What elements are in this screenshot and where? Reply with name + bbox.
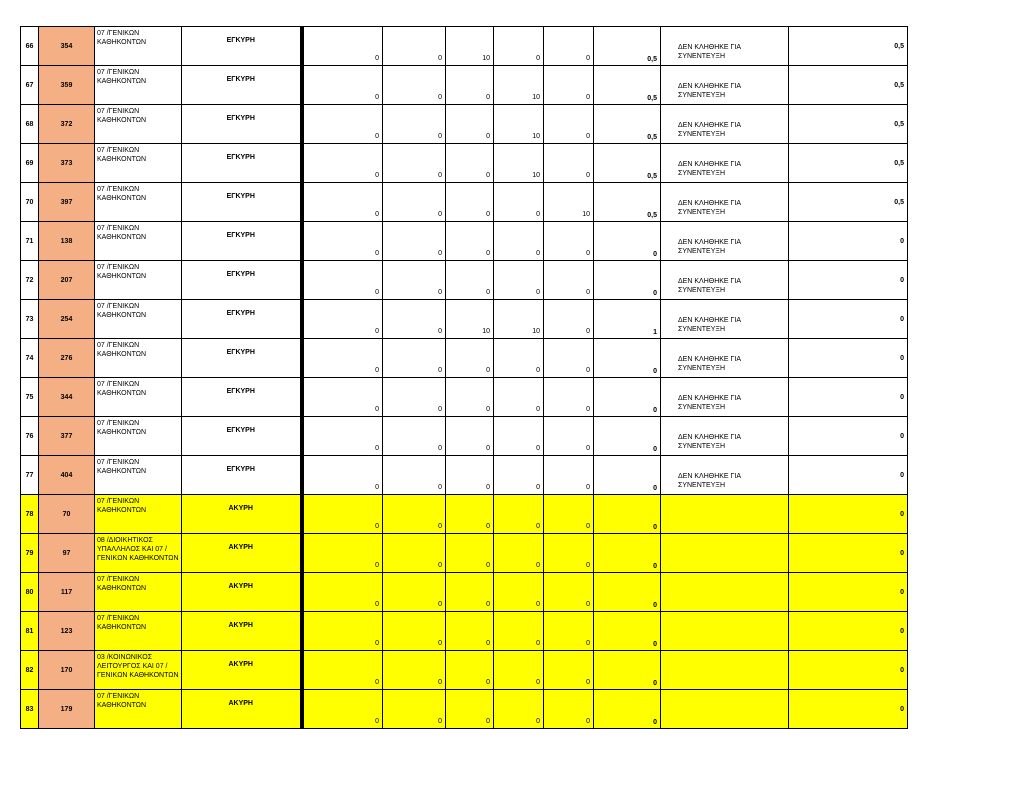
score-cell-3: 0 [446, 456, 494, 495]
status-cell: ΑΚΥΡΗ [182, 690, 302, 729]
score-cell-3: 0 [446, 534, 494, 573]
specialty-cell: 07 /ΓΕΝΙΚΩΝ ΚΑΘΗΚΟΝΤΩΝ [95, 378, 182, 417]
sum-cell: 0,5 [594, 144, 661, 183]
row-index: 66 [21, 27, 39, 66]
applicant-code: 354 [39, 27, 95, 66]
score-cell-5: 0 [544, 417, 594, 456]
score-cell-4: 0 [494, 183, 544, 222]
applicant-code: 276 [39, 339, 95, 378]
row-index: 75 [21, 378, 39, 417]
final-score-cell: 0,5 [789, 66, 908, 105]
specialty-cell: 07 /ΓΕΝΙΚΩΝ ΚΑΘΗΚΟΝΤΩΝ [95, 612, 182, 651]
score-cell-4: 0 [494, 690, 544, 729]
specialty-cell: 07 /ΓΕΝΙΚΩΝ ΚΑΘΗΚΟΝΤΩΝ [95, 66, 182, 105]
sum-cell: 0 [594, 495, 661, 534]
score-cell-1: 0 [302, 456, 383, 495]
table-row [21, 690, 908, 729]
row-index: 74 [21, 339, 39, 378]
row-index: 70 [21, 183, 39, 222]
score-cell-1: 0 [302, 144, 383, 183]
remark-cell: ΔΕΝ ΚΛΗΘΗΚΕ ΓΙΑ ΣΥΝΕΝΤΕΥΞΗ [661, 66, 789, 105]
score-cell-5: 0 [544, 339, 594, 378]
applicant-code: 207 [39, 261, 95, 300]
score-cell-4: 10 [494, 300, 544, 339]
remark-cell: ΔΕΝ ΚΛΗΘΗΚΕ ΓΙΑ ΣΥΝΕΝΤΕΥΞΗ [661, 222, 789, 261]
status-cell: ΑΚΥΡΗ [182, 495, 302, 534]
score-cell-5: 0 [544, 300, 594, 339]
score-cell-3: 0 [446, 651, 494, 690]
final-score-cell: 0 [789, 612, 908, 651]
score-cell-1: 0 [302, 651, 383, 690]
score-cell-5: 0 [544, 27, 594, 66]
sum-cell: 0 [594, 339, 661, 378]
sum-cell: 0 [594, 222, 661, 261]
score-cell-2: 0 [383, 573, 446, 612]
final-score-cell: 0,5 [789, 183, 908, 222]
score-cell-1: 0 [302, 105, 383, 144]
status-cell: ΕΓΚΥΡΗ [182, 105, 302, 144]
specialty-cell: 07 /ΓΕΝΙΚΩΝ ΚΑΘΗΚΟΝΤΩΝ [95, 105, 182, 144]
score-cell-5: 0 [544, 144, 594, 183]
specialty-cell: 07 /ΓΕΝΙΚΩΝ ΚΑΘΗΚΟΝΤΩΝ [95, 183, 182, 222]
remark-cell: ΔΕΝ ΚΛΗΘΗΚΕ ΓΙΑ ΣΥΝΕΝΤΕΥΞΗ [661, 417, 789, 456]
status-cell: ΕΓΚΥΡΗ [182, 456, 302, 495]
score-cell-2: 0 [383, 456, 446, 495]
sum-cell: 0 [594, 261, 661, 300]
row-index: 72 [21, 261, 39, 300]
score-cell-4: 0 [494, 261, 544, 300]
sum-cell: 0 [594, 612, 661, 651]
score-cell-2: 0 [383, 690, 446, 729]
score-cell-2: 0 [383, 300, 446, 339]
score-cell-5: 0 [544, 222, 594, 261]
score-cell-3: 0 [446, 495, 494, 534]
final-score-cell: 0 [789, 495, 908, 534]
specialty-cell: 07 /ΓΕΝΙΚΩΝ ΚΑΘΗΚΟΝΤΩΝ [95, 27, 182, 66]
table-row [21, 261, 908, 300]
table-row [21, 573, 908, 612]
remark-cell: ΔΕΝ ΚΛΗΘΗΚΕ ΓΙΑ ΣΥΝΕΝΤΕΥΞΗ [661, 27, 789, 66]
final-score-cell: 0 [789, 417, 908, 456]
row-index: 71 [21, 222, 39, 261]
table-row [21, 456, 908, 495]
score-cell-4: 0 [494, 27, 544, 66]
table-row [21, 105, 908, 144]
score-cell-4: 0 [494, 222, 544, 261]
applicant-code: 373 [39, 144, 95, 183]
score-cell-5: 0 [544, 456, 594, 495]
score-cell-3: 0 [446, 378, 494, 417]
score-cell-1: 0 [302, 339, 383, 378]
final-score-cell: 0 [789, 690, 908, 729]
remark-cell: ΔΕΝ ΚΛΗΘΗΚΕ ΓΙΑ ΣΥΝΕΝΤΕΥΞΗ [661, 183, 789, 222]
score-cell-2: 0 [383, 417, 446, 456]
specialty-cell: 07 /ΓΕΝΙΚΩΝ ΚΑΘΗΚΟΝΤΩΝ [95, 144, 182, 183]
status-cell: ΕΓΚΥΡΗ [182, 261, 302, 300]
table-row [21, 417, 908, 456]
row-index: 79 [21, 534, 39, 573]
final-score-cell: 0 [789, 456, 908, 495]
remark-cell: ΔΕΝ ΚΛΗΘΗΚΕ ΓΙΑ ΣΥΝΕΝΤΕΥΞΗ [661, 339, 789, 378]
score-cell-2: 0 [383, 612, 446, 651]
score-cell-2: 0 [383, 378, 446, 417]
final-score-cell: 0,5 [789, 105, 908, 144]
applicant-code: 70 [39, 495, 95, 534]
score-cell-1: 0 [302, 300, 383, 339]
applicant-code: 359 [39, 66, 95, 105]
score-cell-3: 10 [446, 300, 494, 339]
sum-cell: 0 [594, 456, 661, 495]
score-cell-2: 0 [383, 261, 446, 300]
score-cell-3: 0 [446, 183, 494, 222]
score-cell-1: 0 [302, 534, 383, 573]
score-cell-5: 0 [544, 534, 594, 573]
table-row [21, 222, 908, 261]
score-cell-1: 0 [302, 495, 383, 534]
score-cell-5: 0 [544, 261, 594, 300]
score-cell-3: 0 [446, 690, 494, 729]
score-cell-4: 0 [494, 573, 544, 612]
score-cell-1: 0 [302, 183, 383, 222]
score-cell-4: 10 [494, 105, 544, 144]
final-score-cell: 0 [789, 651, 908, 690]
score-cell-5: 0 [544, 66, 594, 105]
table-row [21, 534, 908, 573]
row-index: 83 [21, 690, 39, 729]
score-cell-3: 10 [446, 27, 494, 66]
remark-cell [661, 573, 789, 612]
score-cell-4: 0 [494, 456, 544, 495]
score-cell-4: 0 [494, 417, 544, 456]
score-cell-4: 0 [494, 339, 544, 378]
sum-cell: 0,5 [594, 183, 661, 222]
sum-cell: 0 [594, 534, 661, 573]
remark-cell: ΔΕΝ ΚΛΗΘΗΚΕ ΓΙΑ ΣΥΝΕΝΤΕΥΞΗ [661, 300, 789, 339]
score-cell-5: 0 [544, 495, 594, 534]
status-cell: ΕΓΚΥΡΗ [182, 300, 302, 339]
score-cell-1: 0 [302, 417, 383, 456]
score-cell-4: 10 [494, 66, 544, 105]
score-cell-2: 0 [383, 495, 446, 534]
row-index: 68 [21, 105, 39, 144]
score-cell-2: 0 [383, 651, 446, 690]
score-cell-1: 0 [302, 27, 383, 66]
sum-cell: 1 [594, 300, 661, 339]
table-row [21, 495, 908, 534]
score-cell-1: 0 [302, 66, 383, 105]
applicant-code: 170 [39, 651, 95, 690]
specialty-cell: 07 /ΓΕΝΙΚΩΝ ΚΑΘΗΚΟΝΤΩΝ [95, 417, 182, 456]
score-cell-3: 0 [446, 144, 494, 183]
status-cell: ΕΓΚΥΡΗ [182, 222, 302, 261]
row-index: 67 [21, 66, 39, 105]
score-cell-3: 0 [446, 339, 494, 378]
score-cell-2: 0 [383, 27, 446, 66]
score-cell-4: 0 [494, 612, 544, 651]
final-score-cell: 0 [789, 300, 908, 339]
applicant-code: 404 [39, 456, 95, 495]
specialty-cell: 07 /ΓΕΝΙΚΩΝ ΚΑΘΗΚΟΝΤΩΝ [95, 261, 182, 300]
row-index: 77 [21, 456, 39, 495]
final-score-cell: 0 [789, 573, 908, 612]
row-index: 76 [21, 417, 39, 456]
specialty-cell: 07 /ΓΕΝΙΚΩΝ ΚΑΘΗΚΟΝΤΩΝ [95, 300, 182, 339]
row-index: 78 [21, 495, 39, 534]
status-cell: ΕΓΚΥΡΗ [182, 378, 302, 417]
score-cell-5: 0 [544, 690, 594, 729]
score-cell-3: 0 [446, 105, 494, 144]
score-cell-2: 0 [383, 534, 446, 573]
results-table [20, 26, 908, 729]
table-row [21, 339, 908, 378]
remark-cell: ΔΕΝ ΚΛΗΘΗΚΕ ΓΙΑ ΣΥΝΕΝΤΕΥΞΗ [661, 261, 789, 300]
final-score-cell: 0 [789, 534, 908, 573]
sum-cell: 0 [594, 378, 661, 417]
table-row [21, 183, 908, 222]
applicant-code: 377 [39, 417, 95, 456]
status-cell: ΑΚΥΡΗ [182, 573, 302, 612]
specialty-cell: 07 /ΓΕΝΙΚΩΝ ΚΑΘΗΚΟΝΤΩΝ [95, 573, 182, 612]
remark-cell: ΔΕΝ ΚΛΗΘΗΚΕ ΓΙΑ ΣΥΝΕΝΤΕΥΞΗ [661, 144, 789, 183]
sum-cell: 0 [594, 651, 661, 690]
table-row [21, 378, 908, 417]
specialty-cell: 08 /ΔΙΟΙΚΗΤΙΚΟΣ ΥΠΑΛΛΗΛΟΣ ΚΑΙ 07 /ΓΕΝΙΚΩΝ ΚΑΘΗΚΟΝΤΩΝ [95, 534, 182, 573]
sum-cell: 0,5 [594, 66, 661, 105]
score-cell-5: 0 [544, 573, 594, 612]
remark-cell [661, 534, 789, 573]
status-cell: ΑΚΥΡΗ [182, 534, 302, 573]
specialty-cell: 03 /ΚΟΙΝΩΝΙΚΟΣ ΛΕΙΤΟΥΡΓΟΣ ΚΑΙ 07 /ΓΕΝΙΚΩΝ ΚΑΘΗΚΟΝΤΩΝ [95, 651, 182, 690]
score-cell-4: 10 [494, 144, 544, 183]
final-score-cell: 0 [789, 339, 908, 378]
score-cell-3: 0 [446, 222, 494, 261]
status-cell: ΕΓΚΥΡΗ [182, 27, 302, 66]
applicant-code: 117 [39, 573, 95, 612]
remark-cell [661, 495, 789, 534]
final-score-cell: 0 [789, 222, 908, 261]
final-score-cell: 0 [789, 378, 908, 417]
status-cell: ΕΓΚΥΡΗ [182, 339, 302, 378]
score-cell-4: 0 [494, 534, 544, 573]
status-cell: ΕΓΚΥΡΗ [182, 66, 302, 105]
remark-cell: ΔΕΝ ΚΛΗΘΗΚΕ ΓΙΑ ΣΥΝΕΝΤΕΥΞΗ [661, 105, 789, 144]
row-index: 73 [21, 300, 39, 339]
table-row [21, 66, 908, 105]
score-cell-3: 0 [446, 417, 494, 456]
specialty-cell: 07 /ΓΕΝΙΚΩΝ ΚΑΘΗΚΟΝΤΩΝ [95, 456, 182, 495]
score-cell-1: 0 [302, 261, 383, 300]
status-cell: ΑΚΥΡΗ [182, 651, 302, 690]
specialty-cell: 07 /ΓΕΝΙΚΩΝ ΚΑΘΗΚΟΝΤΩΝ [95, 690, 182, 729]
score-cell-1: 0 [302, 612, 383, 651]
score-cell-2: 0 [383, 183, 446, 222]
applicant-code: 123 [39, 612, 95, 651]
score-cell-2: 0 [383, 144, 446, 183]
specialty-cell: 07 /ΓΕΝΙΚΩΝ ΚΑΘΗΚΟΝΤΩΝ [95, 339, 182, 378]
row-index: 69 [21, 144, 39, 183]
status-cell: ΑΚΥΡΗ [182, 612, 302, 651]
score-cell-1: 0 [302, 222, 383, 261]
score-cell-5: 0 [544, 105, 594, 144]
score-cell-3: 0 [446, 612, 494, 651]
score-cell-2: 0 [383, 66, 446, 105]
row-index: 81 [21, 612, 39, 651]
status-cell: ΕΓΚΥΡΗ [182, 183, 302, 222]
sum-cell: 0 [594, 417, 661, 456]
applicant-code: 344 [39, 378, 95, 417]
score-cell-5: 0 [544, 651, 594, 690]
applicant-code: 254 [39, 300, 95, 339]
sum-cell: 0,5 [594, 105, 661, 144]
applicant-code: 397 [39, 183, 95, 222]
specialty-cell: 07 /ΓΕΝΙΚΩΝ ΚΑΘΗΚΟΝΤΩΝ [95, 222, 182, 261]
remark-cell [661, 612, 789, 651]
row-index: 80 [21, 573, 39, 612]
score-cell-4: 0 [494, 495, 544, 534]
sum-cell: 0 [594, 573, 661, 612]
score-cell-1: 0 [302, 573, 383, 612]
score-cell-2: 0 [383, 105, 446, 144]
table-row [21, 144, 908, 183]
final-score-cell: 0,5 [789, 27, 908, 66]
score-cell-5: 0 [544, 378, 594, 417]
final-score-cell: 0,5 [789, 144, 908, 183]
score-cell-2: 0 [383, 222, 446, 261]
score-cell-5: 0 [544, 612, 594, 651]
remark-cell [661, 651, 789, 690]
table-row [21, 612, 908, 651]
specialty-cell: 07 /ΓΕΝΙΚΩΝ ΚΑΘΗΚΟΝΤΩΝ [95, 495, 182, 534]
table-row [21, 651, 908, 690]
applicant-code: 372 [39, 105, 95, 144]
remark-cell: ΔΕΝ ΚΛΗΘΗΚΕ ΓΙΑ ΣΥΝΕΝΤΕΥΞΗ [661, 456, 789, 495]
status-cell: ΕΓΚΥΡΗ [182, 144, 302, 183]
row-index: 82 [21, 651, 39, 690]
score-cell-3: 0 [446, 573, 494, 612]
table-row [21, 27, 908, 66]
table-row [21, 300, 908, 339]
score-cell-4: 0 [494, 378, 544, 417]
status-cell: ΕΓΚΥΡΗ [182, 417, 302, 456]
score-cell-5: 10 [544, 183, 594, 222]
sum-cell: 0,5 [594, 27, 661, 66]
remark-cell: ΔΕΝ ΚΛΗΘΗΚΕ ΓΙΑ ΣΥΝΕΝΤΕΥΞΗ [661, 378, 789, 417]
applicant-code: 97 [39, 534, 95, 573]
score-cell-1: 0 [302, 690, 383, 729]
score-cell-2: 0 [383, 339, 446, 378]
score-cell-3: 0 [446, 261, 494, 300]
score-cell-3: 0 [446, 66, 494, 105]
applicant-code: 179 [39, 690, 95, 729]
sum-cell: 0 [594, 690, 661, 729]
score-cell-1: 0 [302, 378, 383, 417]
final-score-cell: 0 [789, 261, 908, 300]
applicant-code: 138 [39, 222, 95, 261]
remark-cell [661, 690, 789, 729]
score-cell-4: 0 [494, 651, 544, 690]
